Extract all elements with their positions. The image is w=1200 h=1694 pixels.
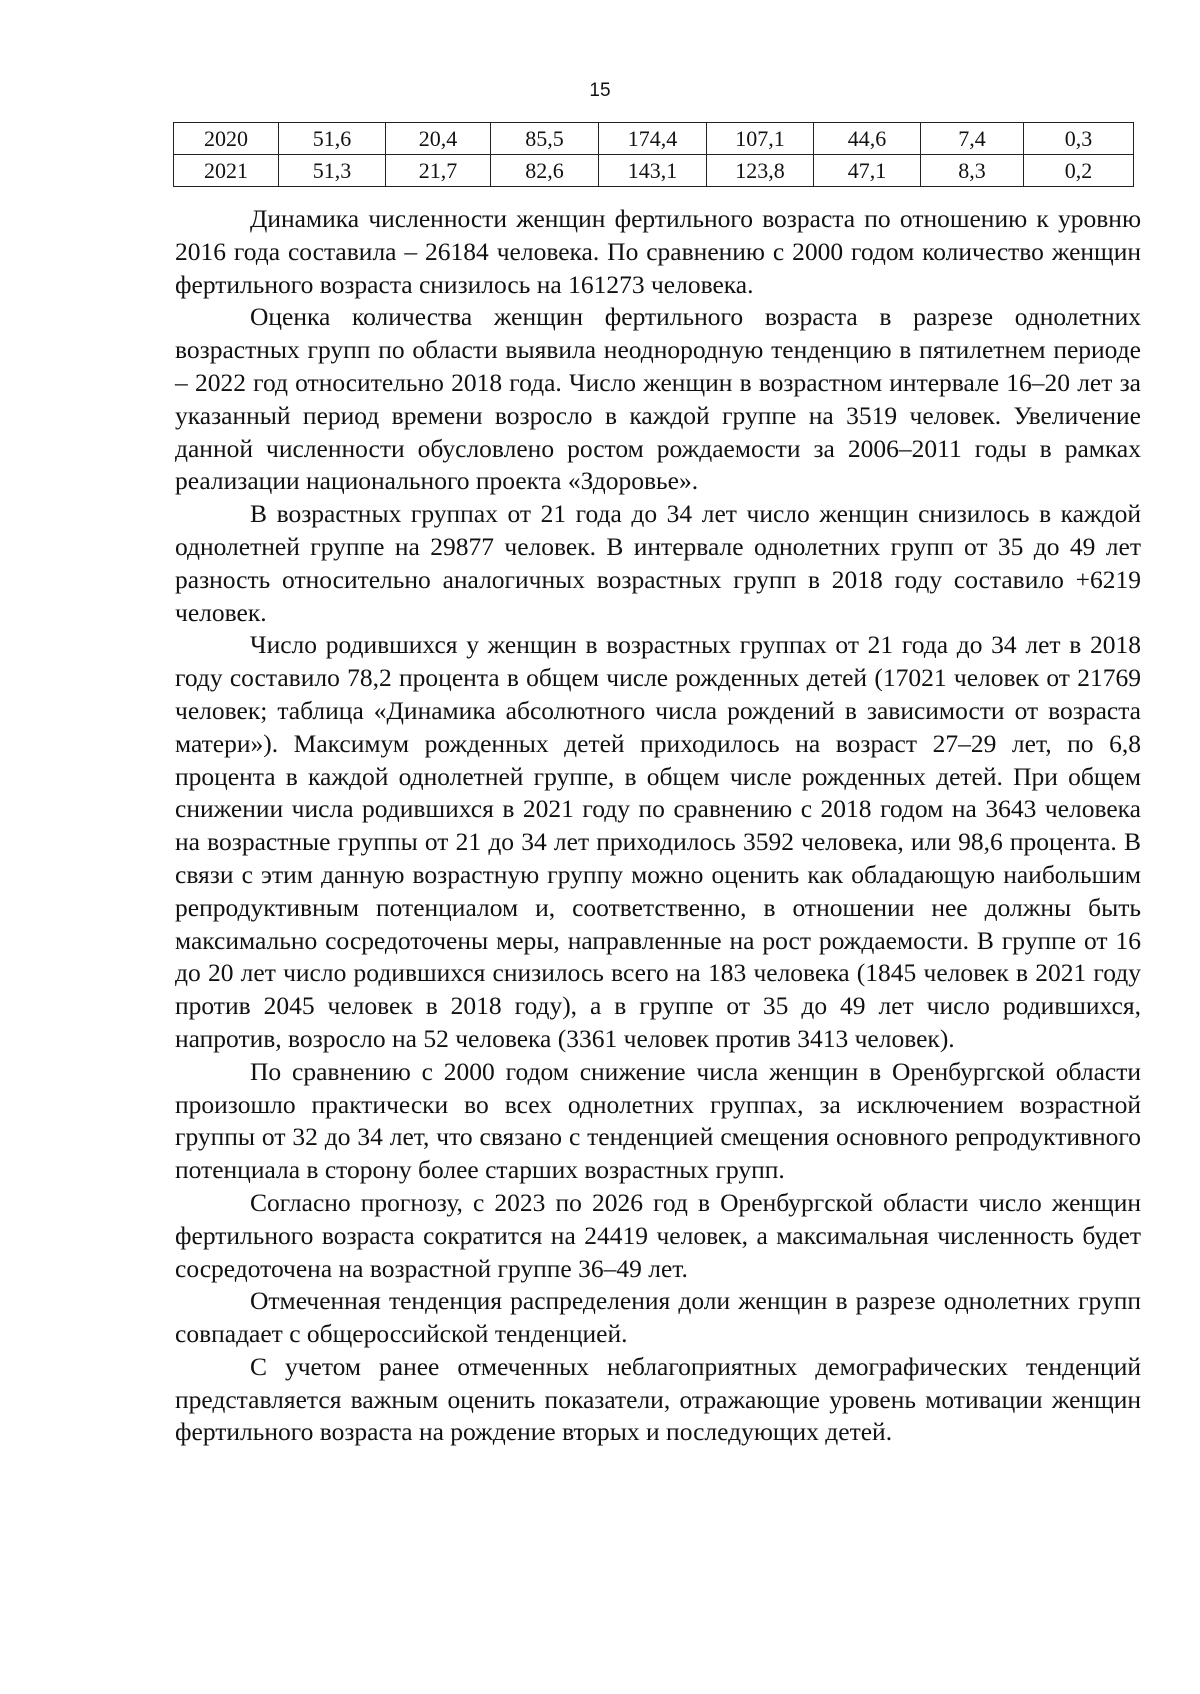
table-cell: 7,4 [921,123,1024,155]
data-table [173,122,1134,187]
table-cell-year: 2021 [174,155,279,187]
table-cell: 20,4 [386,123,491,155]
page-number: 15 [589,80,611,101]
table-cell-year: 2020 [174,123,279,155]
table-cell: 47,1 [814,155,921,187]
table-row [174,155,1134,187]
paragraph: Динамика численности женщин фертильного возраста по отношению к уровню 2016 года составила – 26184 человека. По сравнению с 2000 годом количество женщин фертильного возраста снизилось на 161273 человека. [175,204,1141,299]
paragraph: В возрастных группах от 21 года до 34 лет число женщин снизилось в каждой однолетней группе на 29877 человек. В интервале однолетних групп от 35 до 49 лет разность относительно аналогичных возрастных групп в 2018 году составило +6219 человек. [175,499,1141,627]
table-cell: 82,6 [491,155,599,187]
table-cell: 107,1 [707,123,814,155]
table-cell: 0,3 [1024,123,1134,155]
table-row [174,123,1134,155]
table-cell: 8,3 [921,155,1024,187]
table-cell: 143,1 [599,155,707,187]
table-cell: 44,6 [814,123,921,155]
table-cell: 51,3 [279,155,386,187]
table-cell: 21,7 [386,155,491,187]
paragraph: Отмеченная тенденция распределения доли женщин в разрезе однолетних групп совпадает с общероссийской тенденцией. [175,1286,1141,1349]
table-cell: 174,4 [599,123,707,155]
table-cell: 0,2 [1024,155,1134,187]
paragraph: С учетом ранее отмеченных неблагоприятных демографических тенденций представляется важным оценить показатели, отражающие уровень мотивации женщин фертильного возраста на рождение вторых и последующих детей. [175,1351,1141,1447]
table-cell: 85,5 [491,123,599,155]
body-text [175,203,1141,1449]
paragraph: Число родившихся у женщин в возрастных группах от 21 года до 34 лет в 2018 году составило 78,2 процента в общем числе рожденных детей (17021 человек от 21769 человек; таблица «Динамика абсолютного числа рождений в зависимости от возраста матери»). Максимум рожденных детей приходилось на возраст 27–29 лет, по 6,8 процента в каждой однолетней группе, в общем числе рожденных детей. При общем снижении числа родившихся в 2021 году по сравнению с 2018 годом на 3643 человека на возрастные группы от 21 до 34 лет приходилось 3592 человека, или 98,6 процента. В связи с этим данную возрастную группу можно оценить как обладающую наибольшим репродуктивным потенциалом и, соответственно, в отношении нее должны быть максимально сосредоточены меры, направленные на рост рождаемости. В группе от 16 до 20 лет число родившихся снизилось всего на 183 человека (1845 человек в 2021 году против 2045 человек в 2018 году), а в группе от 35 до 49 лет число родившихся, напротив, возросло на 52 человека (3361 человек против 3413 человек). [175,630,1141,1053]
paragraph: Согласно прогнозу, с 2023 по 2026 год в Оренбургской области число женщин фертильного возраста сократится на 24419 человек, а максимальная численность будет сосредоточена на возрастной группе 36–49 лет. [175,1187,1141,1283]
table-cell: 123,8 [707,155,814,187]
paragraph: По сравнению с 2000 годом снижение числа женщин в Оренбургской области произошло практически во всех однолетних группах, за исключением возрастной группы от 32 до 34 лет, что связано с тенденцией смещения основного репродуктивного потенциала в сторону более старших возрастных групп. [175,1056,1141,1185]
paragraph: Оценка количества женщин фертильного возраста в разрезе однолетних возрастных групп по области выявила неоднородную тенденцию в пятилетнем периоде – 2022 год относительно 2018 года. Число женщин в возрастном интервале 16–20 лет за указанный период времени возросло в каждой группе на 3519 человек. Увеличение данной численности обусловлено ростом рождаемости за 2006–2011 годы в рамках реализации национального проекта «Здоровье». [175,302,1141,496]
table-cell: 51,6 [279,123,386,155]
